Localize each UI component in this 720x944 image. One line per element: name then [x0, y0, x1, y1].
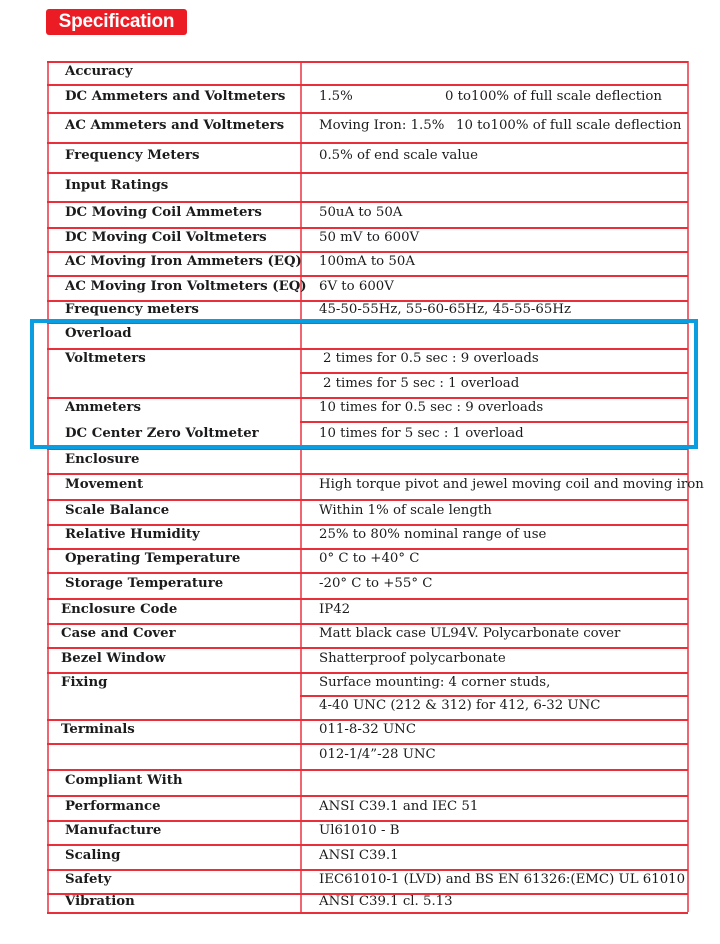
spec-value: 011-8-32 UNC — [319, 722, 416, 737]
spec-label: Operating Temperature — [65, 551, 241, 566]
table-top-border — [47, 61, 688, 63]
specification-table — [47, 61, 704, 912]
spec-label: Frequency meters — [65, 302, 199, 317]
spec-value: 2 times for 0.5 sec : 9 overloads — [323, 351, 539, 366]
spec-label: Relative Humidity — [65, 527, 200, 542]
spec-label: Fixing — [61, 675, 108, 690]
spec-value: ANSI C39.1 and IEC 51 — [319, 799, 479, 814]
spec-label: Manufacture — [65, 823, 162, 838]
spec-value: 1.5% — [319, 89, 353, 104]
spec-value: ANSI C39.1 cl. 5.13 — [319, 894, 453, 909]
spec-value: 012-1/4”-28 UNC — [319, 747, 436, 762]
table-row-divider — [47, 84, 688, 86]
table-row-divider — [47, 112, 688, 114]
spec-value: 50 mV to 600V — [319, 230, 420, 245]
spec-label: Enclosure — [65, 452, 140, 467]
table-row-divider — [47, 473, 688, 475]
table-row-divider — [47, 142, 688, 144]
spec-label: Movement — [65, 477, 144, 492]
spec-label: DC Ammeters and Voltmeters — [65, 89, 286, 104]
spec-label: AC Moving Iron Voltmeters (EQ) — [65, 279, 307, 294]
table-inner-divider — [300, 695, 688, 697]
spec-label: DC Moving Coil Voltmeters — [65, 230, 267, 245]
table-row-divider — [47, 869, 688, 871]
spec-label: AC Ammeters and Voltmeters — [65, 118, 285, 133]
spec-value: Ul61010 - B — [319, 823, 400, 838]
spec-value: 45-50-55Hz, 55-60-65Hz, 45-55-65Hz — [319, 302, 571, 317]
spec-label: Ammeters — [65, 400, 142, 415]
overload-highlight-box — [30, 319, 698, 449]
spec-value: IP42 — [319, 602, 351, 617]
spec-value-note: 10 to100% of full scale deflection — [456, 118, 682, 133]
table-row-divider — [47, 844, 688, 846]
spec-value: Surface mounting: 4 corner studs, — [319, 675, 551, 690]
spec-value: Matt black case UL94V. Polycarbonate cover — [319, 626, 621, 641]
table-row-divider — [47, 227, 688, 229]
spec-value: ANSI C39.1 — [319, 848, 399, 863]
spec-label: Safety — [65, 872, 112, 887]
spec-label: Enclosure Code — [61, 602, 178, 617]
spec-value: 2 times for 5 sec : 1 overload — [323, 376, 520, 391]
spec-label: DC Center Zero Voltmeter — [65, 426, 259, 441]
table-row-divider — [47, 172, 688, 174]
spec-value: Moving Iron: 1.5% — [319, 118, 445, 133]
spec-value: 10 times for 5 sec : 1 overload — [319, 426, 524, 441]
spec-value: 6V to 600V — [319, 279, 394, 294]
spec-value: 10 times for 0.5 sec : 9 overloads — [319, 400, 544, 415]
table-row-divider — [47, 201, 688, 203]
spec-value: IEC61010-1 (LVD) and BS EN 61326:(EMC) UL 61010 — [319, 872, 686, 887]
spec-value: Shatterproof polycarbonate — [319, 651, 506, 666]
table-row-divider — [47, 647, 688, 649]
section-title-badge: Specification — [46, 9, 187, 35]
spec-value: 0° C to +40° C — [319, 551, 420, 566]
table-row-divider — [47, 251, 688, 253]
table-row-divider — [47, 672, 688, 674]
table-row-divider — [47, 769, 688, 771]
spec-value: Within 1% of scale length — [319, 503, 492, 518]
table-row-divider — [47, 548, 688, 550]
table-row-divider — [47, 524, 688, 526]
table-row-divider — [47, 912, 688, 914]
spec-label: Case and Cover — [61, 626, 176, 641]
table-row-divider — [47, 499, 688, 501]
spec-label: Terminals — [61, 722, 135, 737]
table-row-divider — [47, 623, 688, 625]
spec-label: Storage Temperature — [65, 576, 224, 591]
spec-value: -20° C to +55° C — [319, 576, 433, 591]
table-row-divider — [47, 598, 688, 600]
spec-value: 100mA to 50A — [319, 254, 415, 269]
spec-label: Accuracy — [65, 64, 133, 79]
table-row-divider — [47, 275, 688, 277]
table-row-divider — [47, 820, 688, 822]
spec-label: Compliant With — [65, 773, 183, 788]
spec-label: Vibration — [65, 894, 135, 909]
table-row-divider — [47, 743, 688, 745]
table-row-divider — [47, 719, 688, 721]
spec-label: AC Moving Iron Ammeters (EQ) — [65, 254, 302, 269]
spec-label: Performance — [65, 799, 161, 814]
spec-label: Overload — [65, 326, 132, 341]
spec-label: Scaling — [65, 848, 121, 863]
table-left-border — [47, 61, 49, 912]
spec-label: Frequency Meters — [65, 148, 200, 163]
spec-value: 50uA to 50A — [319, 205, 403, 220]
spec-value: 4-40 UNC (212 & 312) for 412, 6-32 UNC — [319, 698, 601, 713]
spec-label: DC Moving Coil Ammeters — [65, 205, 262, 220]
spec-value: High torque pivot and jewel moving coil and moving iron — [319, 477, 704, 492]
spec-label: Scale Balance — [65, 503, 170, 518]
spec-value-note: 0 to100% of full scale deflection — [445, 89, 662, 104]
table-row-divider — [47, 795, 688, 797]
table-column-divider — [300, 61, 302, 912]
spec-label: Bezel Window — [61, 651, 166, 666]
table-row-divider — [47, 572, 688, 574]
spec-value: 0.5% of end scale value — [319, 148, 479, 163]
spec-label: Input Ratings — [65, 178, 169, 193]
spec-label: Voltmeters — [65, 351, 146, 366]
spec-value: 25% to 80% nominal range of use — [319, 527, 547, 542]
